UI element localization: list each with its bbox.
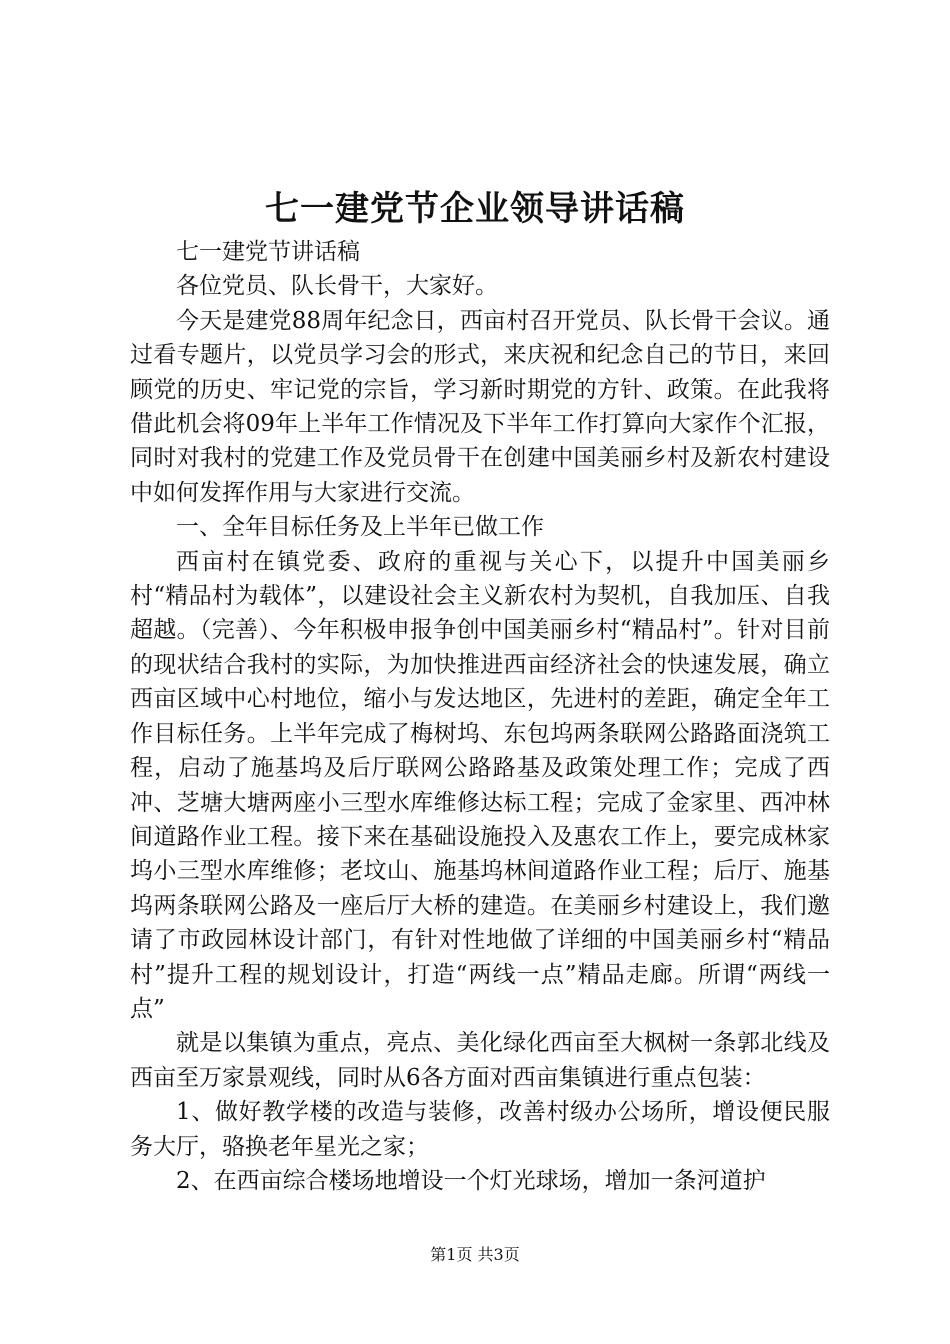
paragraph: 七一建党节讲话稿 (176, 239, 360, 265)
paragraph: 西亩村在镇党委、政府的重视与关心下，以提升中国美丽乡村“精品村为载体”，以建设社会主义新农村为契机，自我加压、自我超越。（完善）、今年积极申报争创中国美丽乡村“精品村”。针对目前的现状结合我村的实际，为加快推进西亩经济社会的快速发展，确立西亩区域中心村地位，缩小与发达地区，先进村的差距，确定全年工作目标任务。上半年完成了梅树坞、东包坞两条联网公路路面浇筑工程，启动了施基坞及后厅联网公路路基及政策处理工作；完成了西冲、芝塘大塘两座小三型水库维修达标工程；完成了金家里、西冲林间道路作业工程。接下来在基础设施投入及惠农工作上，要完成林家坞小三型水库维修；老坟山、施基坞林间道路作业工程；后厅、施基坞两条联网公路及一座后厅大桥的建造。在美丽乡村建设上，我们邀请了市政园林设计部门，有针对性地做了详细的中国美丽乡村“精品村”提升工程的规划设计，打造“两线一点”精品走廊。所谓“两线一点” (130, 548, 830, 1022)
section-heading: 一、全年目标任务及上半年已做工作 (176, 514, 544, 541)
page-number-footer: 第1页 共3页 (430, 1245, 520, 1264)
paragraph: 各位党员、队长骨干，大家好。 (176, 273, 498, 300)
list-item: 1、做好教学楼的改造与装修，改善村级办公场所，增设便民服务大厅，骆换老年星光之家； (130, 1099, 830, 1160)
document-body (130, 235, 830, 1198)
list-item: 2、在西亩综合楼场地增设一个灯光球场，增加一条河道护 (176, 1167, 766, 1194)
paragraph: 就是以集镇为重点，亮点、美化绿化西亩至大枫树一条郭北线及西亩至万家景观线，同时从6各方面对西亩集镇进行重点包装： (130, 1030, 830, 1091)
paragraph: 今天是建党88周年纪念日，西亩村召开党员、队长骨干会议。通过看专题片，以党员学习会的形式，来庆祝和纪念自己的节日，来回顾党的历史、牢记党的宗旨，学习新时期党的方针、政策。在此我将借此机会将09年上半年工作情况及下半年工作打算向大家作个汇报，同时对我村的党建工作及党员骨干在创建中国美丽乡村及新农村建设中如何发挥作用与大家进行交流。 (130, 307, 830, 506)
document-title: 七一建党节企业领导讲话稿 (265, 189, 685, 229)
